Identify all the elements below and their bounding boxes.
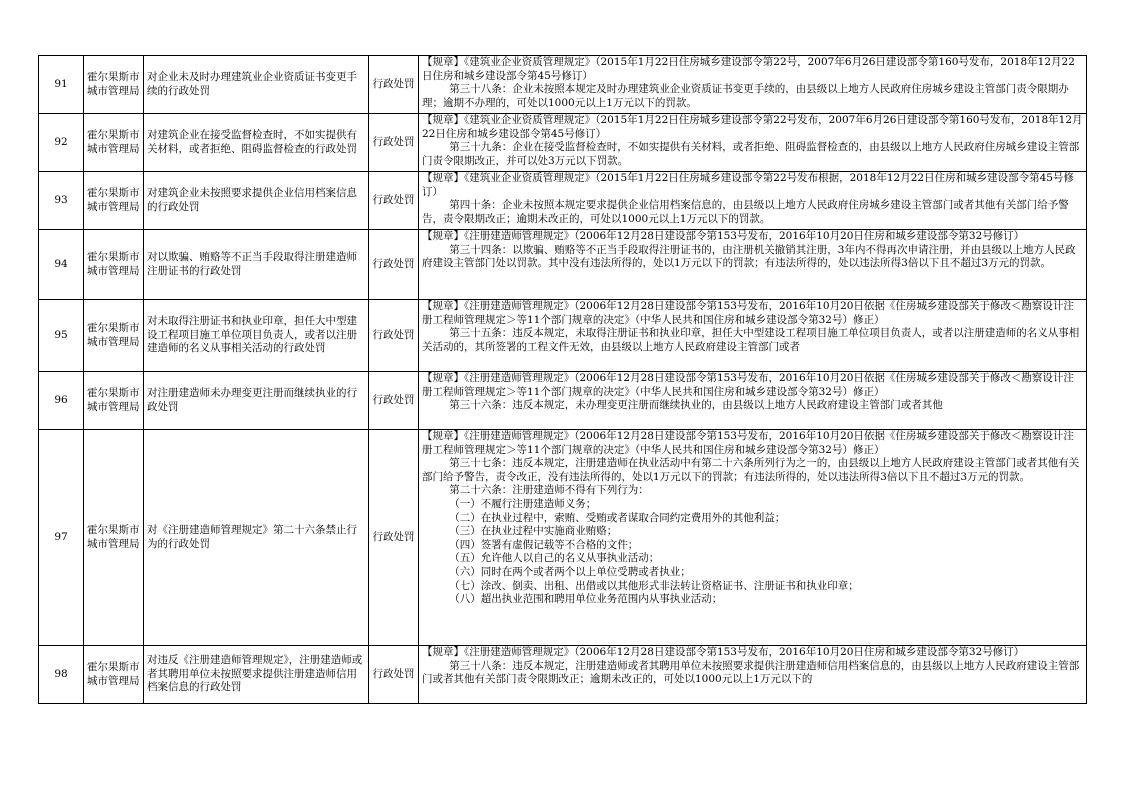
penalty-type-cell: 行政处罚: [369, 646, 419, 704]
department-cell: 霍尔果斯市城市管理局: [84, 114, 144, 172]
regulation-heading: 【规章】《建筑业企业资质管理规定》（2015年1月22日住房城乡建设部令第22号发布根据，2018年12月22日住房和城乡建设部令第45号修订）: [422, 172, 1074, 198]
article-text: （六）同时在两个或者两个以上单位受聘或者执业；: [449, 565, 691, 578]
article-text: （一）不履行注册建造师义务；: [449, 497, 597, 510]
regulation-heading: 【规章】《注册建造师管理规定》（2006年12月28日建设部令第153号发布，2016年10月20日依据《住房城乡建设部关于修改＜勘察设计注册工程师管理规定＞等11个部门规章的决定》（中华人民共和国住房和城乡建设部令第32号）修正）: [422, 300, 1074, 326]
article-text: 第三十七条：违反本规定，注册建造师在执业活动中有第二十六条所列行为之一的，由县级以上地方人民政府建设主管部门或者其他有关部门给予警告，责令改正，没有违法所得的，处以1万元以下的罚款；有违法所得的，处以违法所得3倍以下且不超过3万元的罚款。: [422, 457, 1080, 483]
article-text: 第三十九条：企业在接受监督检查时，不如实提供有关材料，或者拒绝、阻碍监督检查的，由县级以上地方人民政府住房城乡建设主管部门责令限期改正，并可以处3万元以下罚款。: [422, 141, 1080, 167]
penalty-type-cell: 行政处罚: [369, 114, 419, 172]
table-row: [39, 300, 1087, 372]
penalty-type-cell: 行政处罚: [369, 372, 419, 430]
penalty-item-cell: 对以欺骗、贿赂等不正当手段取得注册建造师注册证书的行政处罚: [144, 230, 369, 300]
row-number: 96: [39, 372, 84, 430]
article-text: 第三十八条：企业未按照本规定及时办理建筑业企业资质证书变更手续的，由县级以上地方人民政府住房城乡建设主管部门责令限期办理；逾期不办理的，可处以1000元以上1万元以下的罚款。: [422, 83, 1069, 109]
article-text: 第三十五条：违反本规定，未取得注册证书和执业印章，担任大中型建设工程项目施工单位项目负责人，或者以注册建造师的名义从事相关活动的，其所签署的工程文件无效，由县级以上地方人民政府建设主管部门或者: [422, 327, 1080, 353]
regulation-heading: 【规章】《建筑业企业资质管理规定》（2015年1月22日住房城乡建设部令第22号发布，2007年6月26日建设部令第160号发布，2018年12月22日住房和城乡建设部令第45号修订）: [422, 114, 1083, 140]
department-cell: 霍尔果斯市城市管理局: [84, 56, 144, 114]
penalty-type-cell: 行政处罚: [369, 430, 419, 646]
legal-basis-text: [419, 172, 1086, 229]
legal-basis-cell: [419, 372, 1087, 430]
legal-basis-text: [419, 430, 1086, 645]
table-row: [39, 230, 1087, 300]
article-text: 第三十四条：以欺骗、贿赂等不正当手段取得注册证书的，由注册机关撤销其注册，3年内不得再次申请注册，并由县级以上地方人民政府建设主管部门处以罚款。其中没有违法所得的，处以1万元以下的罚款；有违法所得的，处以违法所得3倍以下且不超过3万元的罚款。: [422, 243, 1076, 270]
table-row: [39, 372, 1087, 430]
legal-basis-cell: [419, 56, 1087, 114]
legal-basis-text: [419, 56, 1086, 113]
penalty-item-cell: 对注册建造师未办理变更注册而继续执业的行政处罚: [144, 372, 369, 430]
department-cell: 霍尔果斯市城市管理局: [84, 300, 144, 372]
article-text: 第三十六条：违反本规定，未办理变更注册而继续执业的，由县级以上地方人民政府建设主管部门或者其他: [449, 399, 943, 412]
penalty-type-cell: 行政处罚: [369, 56, 419, 114]
article-text: 第三十八条：违反本规定，注册建造师或者其聘用单位未按照要求提供注册建造师信用档案信息的，由县级以上地方人民政府建设主管部门或者其他有关部门责令限期改正；逾期未改正的，可处以1000元以上1万元以下的: [422, 659, 1080, 686]
row-number: 95: [39, 300, 84, 372]
penalty-item-cell: 对违反《注册建造师管理规定》，注册建造师或者其聘用单位未按照要求提供注册建造师信用档案信息的行政处罚: [144, 646, 369, 704]
department-cell: 霍尔果斯市城市管理局: [84, 230, 144, 300]
department-cell: 霍尔果斯市城市管理局: [84, 372, 144, 430]
regulation-heading: 【规章】《注册建造师管理规定》（2006年12月28日建设部令第153号发布，2016年10月20日依据《住房城乡建设部关于修改＜勘察设计注册工程师管理规定＞等11个部门规章的决定》（中华人民共和国住房和城乡建设部令第32号）修正）: [422, 430, 1074, 456]
row-number: 92: [39, 114, 84, 172]
regulation-heading: 【规章】《建筑业企业资质管理规定》（2015年1月22日住房城乡建设部令第22号，2007年6月26日建设部令第160号发布，2018年12月22日住房和城乡建设部令第45号修订）: [422, 56, 1075, 82]
article-text: （八）超出执业范围和聘用单位业务范围内从事执业活动；: [449, 593, 723, 606]
penalty-table: [38, 55, 1087, 704]
legal-basis-text: [419, 372, 1086, 429]
row-number: 98: [39, 646, 84, 704]
legal-basis-cell: [419, 230, 1087, 300]
table-row: [39, 56, 1087, 114]
article-text: 第二十六条：注册建造师不得有下列行为：: [449, 484, 649, 497]
penalty-item-cell: 对企业未及时办理建筑业企业资质证书变更手续的行政处罚: [144, 56, 369, 114]
article-text: （七）涂改、倒卖、出租、出借或以其他形式非法转让资格证书、注册证书和执业印章；: [449, 579, 859, 592]
row-number: 94: [39, 230, 84, 300]
legal-basis-cell: [419, 300, 1087, 372]
legal-basis-text: [419, 646, 1086, 703]
table-row: [39, 646, 1087, 704]
legal-basis-text: [419, 300, 1086, 371]
regulation-heading: 【规章】《注册建造师管理规定》（2006年12月28日建设部令第153号发布，2016年10月20日住房和城乡建设部令第32号修订）: [422, 646, 1025, 658]
legal-basis-cell: [419, 114, 1087, 172]
row-number: 91: [39, 56, 84, 114]
table-row: [39, 430, 1087, 646]
penalty-item-cell: 对建筑企业在接受监督检查时，不如实提供有关材料，或者拒绝、阻碍监督检查的行政处罚: [144, 114, 369, 172]
table-row: [39, 114, 1087, 172]
article-text: （四）签署有虚假记载等不合格的文件；: [449, 538, 639, 551]
article-text: 第四十条：企业未按照本规定要求提供企业信用档案信息的，由县级以上地方人民政府住房城乡建设主管部门或者其他有关部门给予警告，责令限期改正；逾期未改正的，可处以1000元以上1万元以下的罚款。: [422, 199, 1069, 225]
legal-basis-text: [419, 230, 1086, 299]
table-body: [39, 56, 1087, 704]
department-cell: 霍尔果斯市城市管理局: [84, 430, 144, 646]
row-number: 93: [39, 172, 84, 230]
article-text: （三）在执业过程中实施商业贿赂；: [449, 525, 618, 538]
penalty-item-cell: 对《注册建造师管理规定》第二十六条禁止行为的行政处罚: [144, 430, 369, 646]
department-cell: 霍尔果斯市城市管理局: [84, 646, 144, 704]
penalty-type-cell: 行政处罚: [369, 230, 419, 300]
article-text: （五）允许他人以自己的名义从事执业活动；: [449, 552, 660, 565]
penalty-item-cell: 对建筑企业未按照要求提供企业信用档案信息的行政处罚: [144, 172, 369, 230]
article-text: （二）在执业过程中，索贿、受贿或者谋取合同约定费用外的其他利益；: [449, 511, 786, 524]
legal-basis-cell: [419, 646, 1087, 704]
legal-basis-cell: [419, 172, 1087, 230]
row-number: 97: [39, 430, 84, 646]
penalty-type-cell: 行政处罚: [369, 300, 419, 372]
regulation-heading: 【规章】《注册建造师管理规定》（2006年12月28日建设部令第153号发布，2016年10月20日依据《住房城乡建设部关于修改＜勘察设计注册工程师管理规定＞等11个部门规章的决定》（中华人民共和国住房和城乡建设部令第32号）修正）: [422, 372, 1074, 398]
legal-basis-cell: [419, 430, 1087, 646]
penalty-type-cell: 行政处罚: [369, 172, 419, 230]
regulation-heading: 【规章】《注册建造师管理规定》（2006年12月28日建设部令第153号发布，2016年10月20日住房和城乡建设部令第32号修订）: [422, 230, 1025, 242]
table-row: [39, 172, 1087, 230]
legal-basis-text: [419, 114, 1086, 171]
penalty-item-cell: 对未取得注册证书和执业印章，担任大中型建设工程项目施工单位项目负责人，或者以注册建造师的名义从事相关活动的行政处罚: [144, 300, 369, 372]
department-cell: 霍尔果斯市城市管理局: [84, 172, 144, 230]
